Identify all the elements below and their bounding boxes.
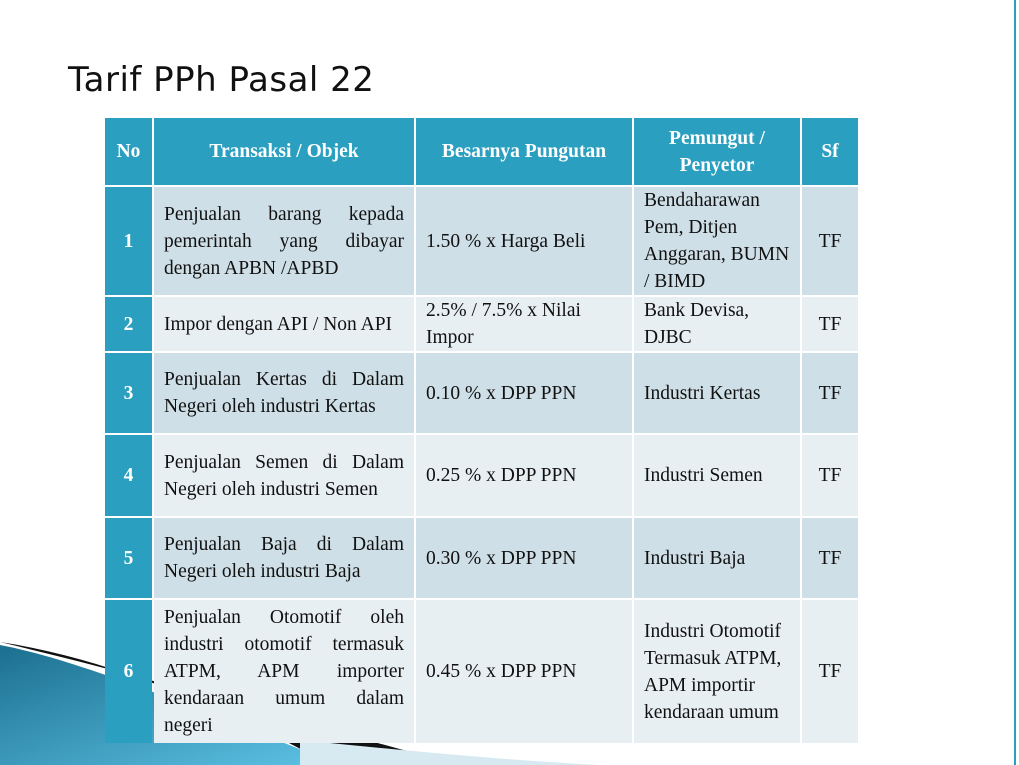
- cell-pungutan: 0.25 % x DPP PPN: [416, 435, 632, 516]
- cell-sf: TF: [802, 297, 858, 351]
- cell-pungutan: 0.30 % x DPP PPN: [416, 518, 632, 598]
- cell-pemungut: Industri Otomotif Termasuk ATPM, APM importir kendaraan umum: [634, 600, 800, 743]
- header-no: No: [105, 118, 152, 185]
- cell-objek: Penjualan Baja di Dalam Negeri oleh industri Baja: [154, 518, 414, 598]
- table-row: [105, 297, 858, 351]
- cell-objek: Impor dengan API / Non API: [154, 297, 414, 351]
- slide-edge-line: [1014, 0, 1016, 765]
- cell-objek: Penjualan barang kepada pemerintah yang dibayar dengan APBN /APBD: [154, 187, 414, 295]
- header-objek: Transaksi / Objek: [154, 118, 414, 185]
- cell-objek: Penjualan Semen di Dalam Negeri oleh industri Semen: [154, 435, 414, 516]
- cell-pemungut: Industri Semen: [634, 435, 800, 516]
- table-header-row: [105, 118, 858, 185]
- slide-title: Tarif PPh Pasal 22: [68, 60, 375, 100]
- tariff-table: [103, 116, 860, 745]
- header-sf: Sf: [802, 118, 858, 185]
- cell-pungutan: 0.10 % x DPP PPN: [416, 353, 632, 433]
- cell-pemungut: Bank Devisa, DJBC: [634, 297, 800, 351]
- row-number: 1: [105, 187, 152, 295]
- cell-pungutan: 1.50 % x Harga Beli: [416, 187, 632, 295]
- cell-pemungut: Industri Kertas: [634, 353, 800, 433]
- table-row: [105, 518, 858, 598]
- cell-sf: TF: [802, 518, 858, 598]
- header-pungutan: Besarnya Pungutan: [416, 118, 632, 185]
- row-number: 5: [105, 518, 152, 598]
- header-pemungut: Pemungut / Penyetor: [634, 118, 800, 185]
- row-number: 3: [105, 353, 152, 433]
- cell-pungutan: 2.5% / 7.5% x Nilai Impor: [416, 297, 632, 351]
- table-row: [105, 187, 858, 295]
- cell-sf: TF: [802, 600, 858, 743]
- table-row: [105, 353, 858, 433]
- table-row: [105, 435, 858, 516]
- cell-sf: TF: [802, 353, 858, 433]
- cell-pungutan: 0.45 % x DPP PPN: [416, 600, 632, 743]
- cell-sf: TF: [802, 187, 858, 295]
- row-number: 2: [105, 297, 152, 351]
- cell-sf: TF: [802, 435, 858, 516]
- table-row: [105, 600, 858, 743]
- cell-objek: Penjualan Kertas di Dalam Negeri oleh industri Kertas: [154, 353, 414, 433]
- cell-pemungut: Industri Baja: [634, 518, 800, 598]
- cell-pemungut: Bendaharawan Pem, Ditjen Anggaran, BUMN / BIMD: [634, 187, 800, 295]
- cell-objek: Penjualan Otomotif oleh industri otomotif termasuk ATPM, APM importer kendaraan umum dalam negeri: [154, 600, 414, 743]
- row-number: 4: [105, 435, 152, 516]
- row-number: 6: [105, 600, 152, 743]
